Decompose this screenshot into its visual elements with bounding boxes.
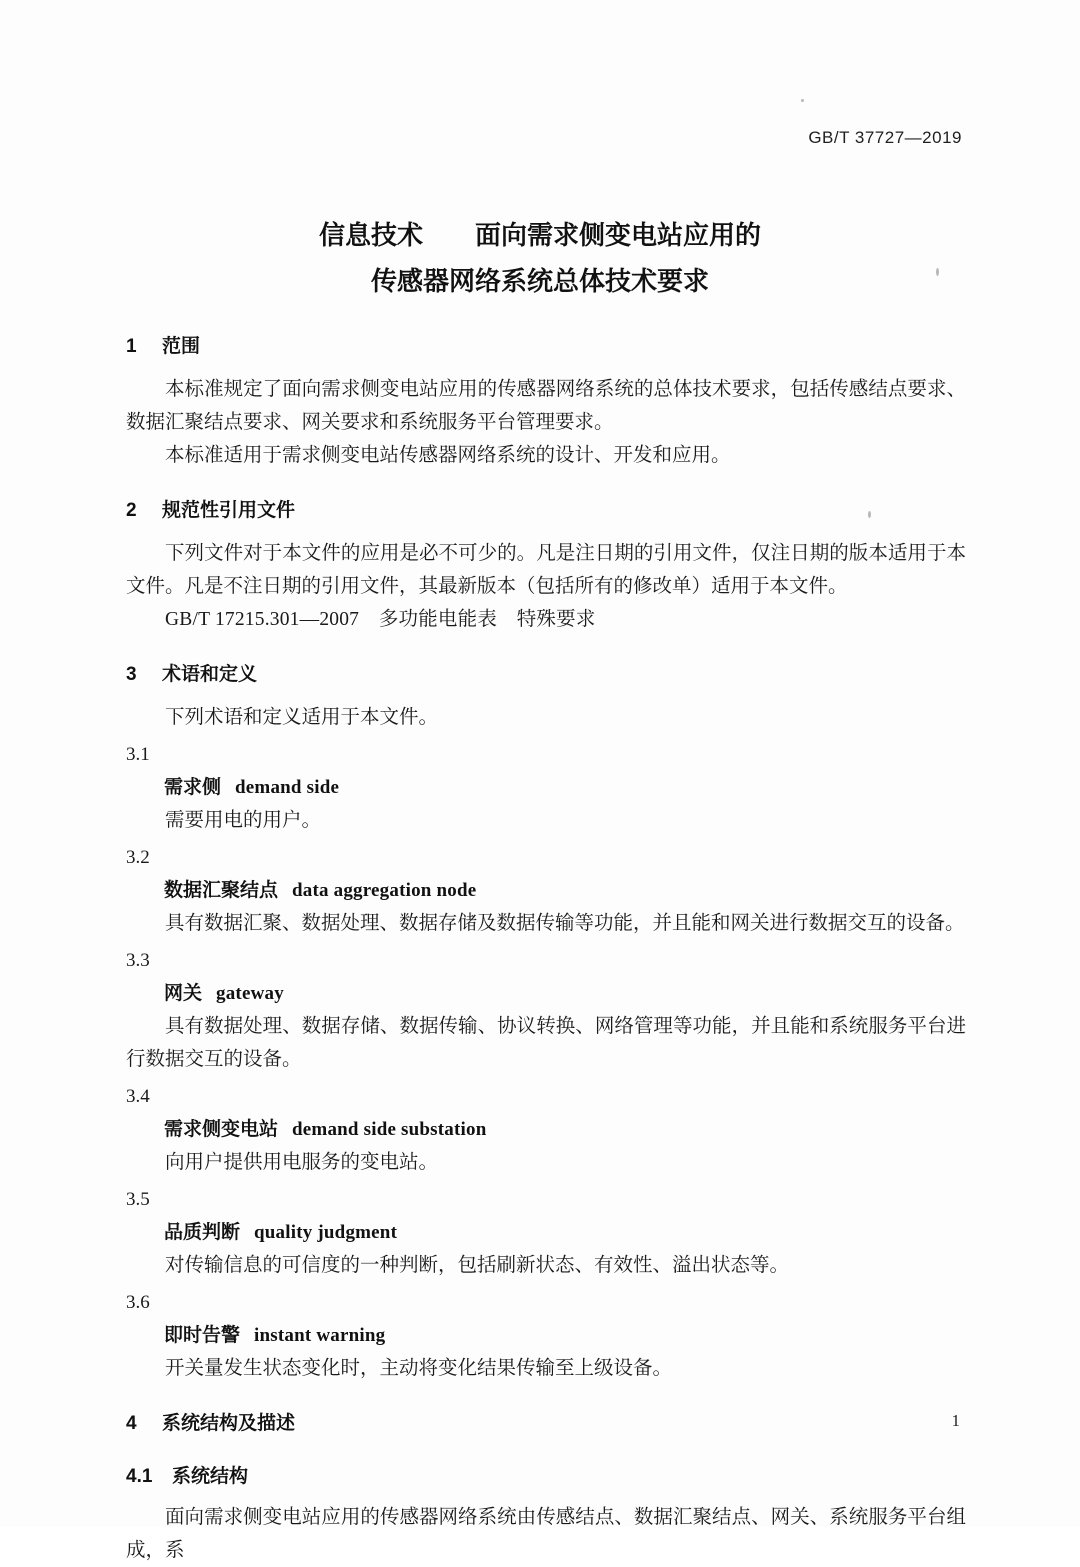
section-2-paragraph-1: 下列文件对于本文件的应用是必不可少的。凡是注日期的引用文件，仅注日期的版本适用于本文件。凡是不注日期的引用文件，其最新版本（包括所有的修改单）适用于本文件。 — [126, 543, 966, 597]
term-name-en-3-6: instant warning — [254, 1325, 386, 1346]
term-name-3-4 — [126, 1113, 966, 1146]
term-definition-3-6: 开关量发生状态变化时，主动将变化结果传输至上级设备。 — [165, 1358, 673, 1379]
term-name-en-3-3: gateway — [216, 983, 284, 1004]
term-name-cn-3-5: 品质判断 — [164, 1222, 241, 1243]
term-definition-3-3: 具有数据处理、数据存储、数据传输、协议转换、网络管理等功能，并且能和系统服务平台进行数据交互的设备。 — [126, 1016, 966, 1070]
term-index-3-1: 3.1 — [126, 744, 150, 765]
term-index-3-4: 3.4 — [126, 1086, 150, 1107]
standard-code-header: GB/T 37727—2019 — [808, 128, 962, 147]
term-definition-3-5: 对传输信息的可信度的一种判断，包括刷新状态、有效性、溢出状态等。 — [165, 1255, 790, 1276]
scan-speck — [801, 99, 804, 102]
normative-reference-1: GB/T 17215.301—2007 多功能电能表 特殊要求 — [165, 609, 596, 630]
term-definition-3-2: 具有数据汇聚、数据处理、数据存储及数据传输等功能，并且能和网关进行数据交互的设备。 — [165, 913, 965, 934]
section-heading-2 — [126, 494, 966, 527]
page-title — [0, 212, 1080, 304]
section-number-4: 4 — [126, 1413, 137, 1434]
term-name-cn-3-1: 需求侧 — [164, 777, 222, 798]
term-name-3-6 — [126, 1319, 966, 1352]
term-name-en-3-2: data aggregation node — [292, 880, 477, 901]
subsection-title-4-1: 系统结构 — [172, 1466, 249, 1487]
section-title-1: 范围 — [162, 336, 201, 357]
term-name-cn-3-2: 数据汇聚结点 — [164, 880, 279, 901]
page-title-line2: 传感器网络系统总体技术要求 — [370, 266, 709, 296]
term-index-3-6: 3.6 — [126, 1292, 150, 1313]
section-heading-3 — [126, 658, 966, 691]
section-3-paragraph-1: 下列术语和定义适用于本文件。 — [165, 707, 439, 728]
term-name-en-3-5: quality judgment — [254, 1222, 398, 1243]
term-name-3-5 — [126, 1216, 966, 1249]
section-number-1: 1 — [126, 336, 137, 357]
page-number: 1 — [951, 1411, 960, 1430]
term-index-3-5: 3.5 — [126, 1189, 150, 1210]
term-definition-3-1: 需要用电的用户。 — [165, 810, 322, 831]
subsection-number-4-1: 4.1 — [126, 1466, 153, 1487]
section-number-2: 2 — [126, 500, 137, 521]
term-name-cn-3-6: 即时告警 — [164, 1325, 241, 1346]
section-heading-1 — [126, 330, 966, 363]
term-index-3-3: 3.3 — [126, 950, 150, 971]
section-title-4: 系统结构及描述 — [162, 1413, 296, 1434]
term-name-3-2 — [126, 874, 966, 907]
section-1-paragraph-2: 本标准适用于需求侧变电站传感器网络系统的设计、开发和应用。 — [165, 445, 731, 466]
section-1-paragraph-1: 本标准规定了面向需求侧变电站应用的传感器网络系统的总体技术要求，包括传感结点要求、数据汇聚结点要求、网关要求和系统服务平台管理要求。 — [126, 379, 966, 433]
section-number-3: 3 — [126, 664, 137, 685]
subsection-4-1-paragraph-1: 面向需求侧变电站应用的传感器网络系统由传感结点、数据汇聚结点、网关、系统服务平台组成，系 — [126, 1507, 966, 1561]
term-name-en-3-1: demand side — [235, 777, 340, 798]
section-title-3: 术语和定义 — [162, 664, 258, 685]
term-name-cn-3-3: 网关 — [164, 983, 203, 1004]
section-heading-4 — [126, 1407, 966, 1440]
page-title-line1: 信息技术 面向需求侧变电站应用的 — [318, 220, 761, 250]
term-index-3-2: 3.2 — [126, 847, 150, 868]
section-title-2: 规范性引用文件 — [162, 500, 296, 521]
subsection-heading-4-1 — [126, 1460, 966, 1493]
document-body — [126, 330, 966, 1567]
term-name-3-3 — [126, 977, 966, 1010]
term-name-en-3-4: demand side substation — [292, 1119, 487, 1140]
term-definition-3-4: 向用户提供用电服务的变电站。 — [165, 1152, 439, 1173]
term-name-cn-3-4: 需求侧变电站 — [164, 1119, 279, 1140]
term-name-3-1 — [126, 771, 966, 804]
